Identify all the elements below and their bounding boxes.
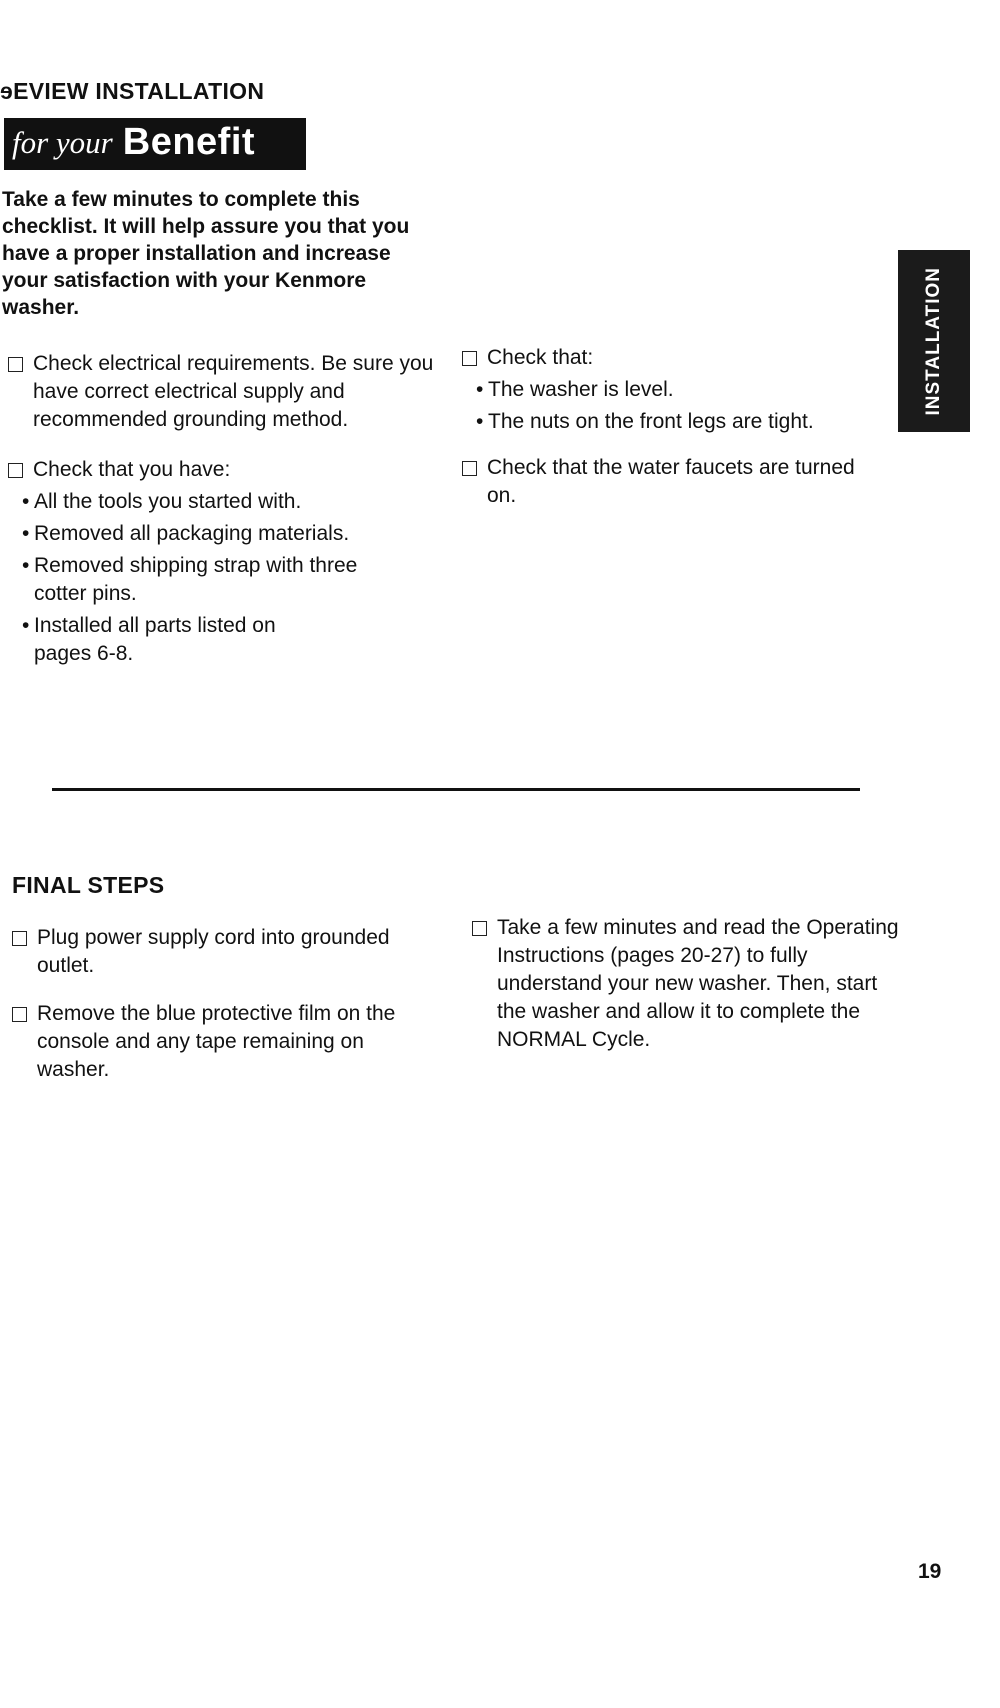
checkbox-icon	[462, 461, 477, 476]
final-item-text: Plug power supply cord into grounded outlet.	[37, 926, 390, 977]
page-number: 19	[918, 1560, 942, 1583]
checklist-item-check-that	[462, 344, 882, 372]
checkbox-icon	[12, 931, 27, 946]
review-left-column	[8, 350, 438, 672]
final-item-text: Remove the blue protective film on the console and any tape remaining on washer.	[37, 1002, 396, 1081]
review-installation-heading: ɘEVIEW INSTALLATION	[0, 78, 265, 104]
checklist-item-electrical	[8, 350, 438, 434]
bullet-item: • The washer is level.	[476, 376, 882, 404]
bullet-item: • All the tools you started with.	[22, 488, 438, 516]
final-item-text: Take a few minutes and read the Operating Instructions (pages 20-27) to fully understand your new washer. Then, start the washer and allow it to complete the NORMAL Cycle.	[497, 916, 899, 1051]
checkbox-icon	[12, 1007, 27, 1022]
banner-script-text: for your	[12, 124, 113, 160]
checklist-item-text: Check electrical requirements. Be sure you have correct electrical supply and recommended grounding method.	[33, 352, 434, 431]
final-item-plug	[12, 924, 432, 980]
checkbox-icon	[462, 351, 477, 366]
bullet-item: • Removed all packaging materials.	[22, 520, 438, 548]
check-that-bullet-list	[462, 376, 882, 436]
checkbox-icon	[8, 357, 23, 372]
side-tab-label: INSTALLATION	[923, 266, 944, 416]
final-item-remove-film	[12, 1000, 432, 1084]
checklist-item-have	[8, 456, 438, 484]
checklist-item-faucets	[462, 454, 882, 510]
intro-paragraph: Take a few minutes to complete this checklist. It will help assure you that you have a proper installation and increase your satisfaction with your Kenmore washer.	[2, 188, 410, 319]
banner-main-text: Benefit	[122, 121, 256, 163]
final-left-column	[12, 924, 432, 1084]
checklist-item-text: Check that the water faucets are turned on.	[487, 456, 855, 507]
have-bullet-list	[8, 488, 438, 668]
checklist-item-text: Check that:	[487, 346, 594, 369]
final-right-column	[472, 914, 902, 1054]
checkbox-icon	[8, 463, 23, 478]
checkbox-icon	[472, 921, 487, 936]
final-steps-heading: FINAL STEPS	[12, 872, 165, 898]
bullet-item: • Removed shipping strap with three cotter pins.	[22, 552, 364, 608]
final-item-read-instructions	[472, 914, 902, 1054]
bullet-item: • The nuts on the front legs are tight.	[476, 408, 882, 436]
section-divider	[52, 788, 860, 791]
review-right-column	[462, 344, 882, 510]
bullet-item: • Installed all parts listed on pages 6-8.	[22, 612, 334, 668]
checklist-item-text: Check that you have:	[33, 458, 231, 481]
installation-side-tab	[898, 250, 970, 432]
for-your-benefit-banner	[4, 118, 306, 170]
